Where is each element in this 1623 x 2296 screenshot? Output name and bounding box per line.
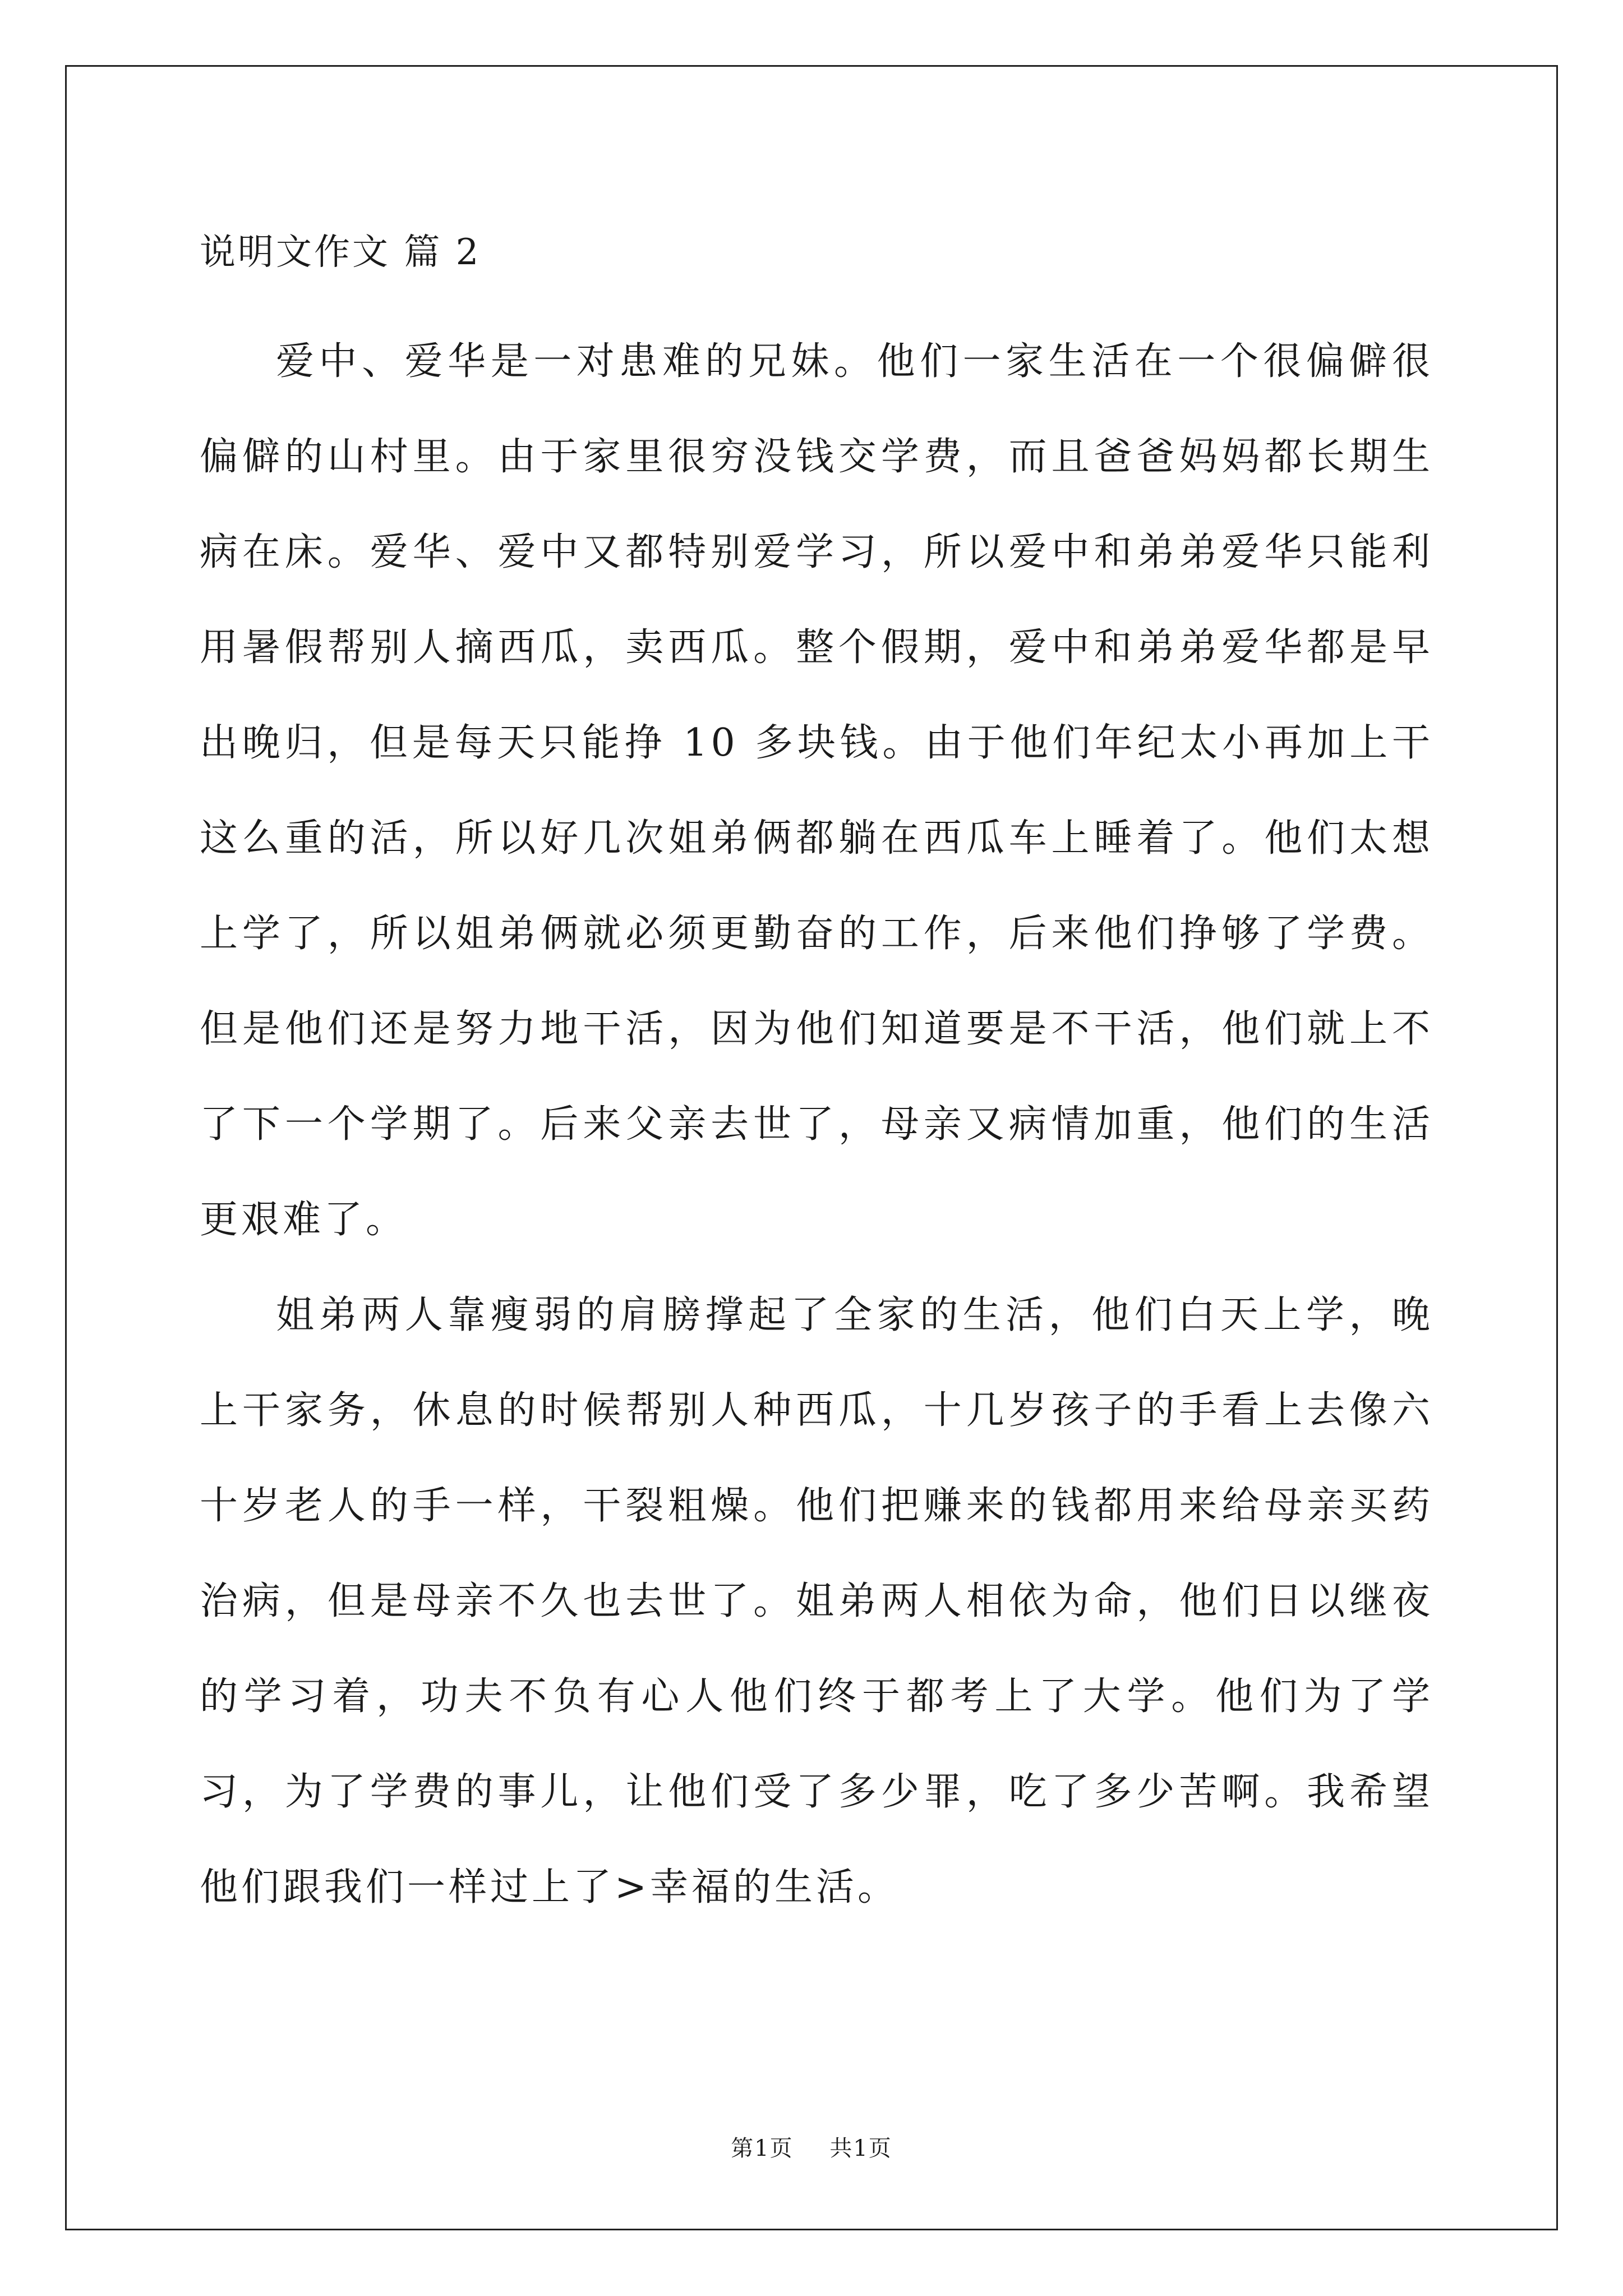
page-number-current: 第1页 [731,2136,794,2161]
document-title: 说明文作文 篇 2 [200,232,481,273]
document-body [200,224,1433,1935]
page-number-total: 共1页 [829,2136,892,2161]
page-footer [0,2132,1623,2165]
paragraph-1: 爱中、爱华是一对患难的兄妹。他们一家生活在一个很偏僻很偏僻的山村里。由于家里很穷没钱交学费，而且爸爸妈妈都长期生病在床。爱华、爱中又都特别爱学习，所以爱中和弟弟爱华只能利用暑假帮别人摘西瓜，卖西瓜。整个假期，爱中和弟弟爱华都是早出晚归，但是每天只能挣 10 多块钱。由于他们年纪太小再加上干这么重的活，所以好几次姐弟俩都躺在西瓜车上睡着了。他们太想上学了，所以姐弟俩就必须更勤奋的工作，后来他们挣够了学费。但是他们还是努力地干活，因为他们知道要是不干活，他们就上不了下一个学期了。后来父亲去世了，母亲又病情加重，他们的生活更艰难了。 [200,339,1433,1242]
paragraph-2: 姐弟两人靠瘦弱的肩膀撑起了全家的生活，他们白天上学，晚上干家务，休息的时候帮别人种西瓜，十几岁孩子的手看上去像六十岁老人的手一样，干裂粗燥。他们把赚来的钱都用来给母亲买药治病，但是母亲不久也去世了。姐弟两人相依为命，他们日以继夜的学习着，功夫不负有心人他们终于都考上了大学。他们为了学习，为了学费的事儿，让他们受了多少罪，吃了多少苦啊。我希望他们跟我们一样过上了>幸福的生活。 [200,1293,1433,1910]
